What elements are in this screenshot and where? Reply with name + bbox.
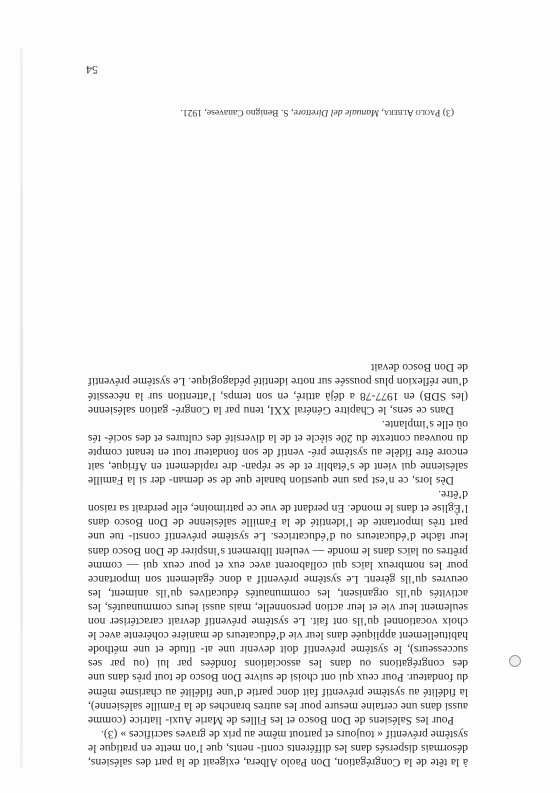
page-number: 54 [86, 63, 98, 77]
text-line: également son importance pour les nombreux laïcs qui collaborent [88, 558, 468, 586]
text-line: les activités qu’ils organisent, les communautés éducatives qu’ils [88, 586, 468, 614]
text-line: fait donc partie d’une fidélité au charisme même du fondateur. [87, 671, 468, 699]
text-line: l’attention sur la nécessité d’une réflexion plus poussée sur notre [88, 375, 468, 403]
footnote-marker: (3) [442, 107, 454, 118]
text-line: ce patrimoine, elle perdrait sa raison d’être. [88, 488, 468, 516]
text-line: (ou par ses successeurs), le système préventif doit devenir une at- [88, 643, 468, 671]
text-line: ventif de son fondateur tout en tenant compte du nouveau [87, 431, 468, 459]
text-line: identité pédagogique. Le système préventif de Don Bosco devait [88, 361, 468, 389]
text-line: der si la Famille salésienne qui vient de s’établir et de se répan- [88, 460, 468, 488]
text-line: dre rapidement en Afrique, sait encore être fidèle au système pré- [88, 445, 468, 474]
text-line: contexte du 20e siècle et de la diversité des cultures et des socié- [104, 431, 411, 445]
text-line: liatrice (comme aussi dans une certaine mesure pour les autres [88, 699, 468, 727]
footnote-rest: , S. Benigno Canavese, 1921. [180, 107, 294, 118]
text-line: leur vie et leur action personnelle, mais aussi leurs communautés, [104, 600, 418, 614]
footnote: (3) Paolo Albera, Manuale del Direttore, S. Benigno Canavese, 1921. [180, 107, 454, 118]
text-line: gation salésienne (les SDB) en 1977-78 a déjà attiré, en son temps, [88, 389, 468, 417]
text-line: ont fait. Le système préventif devrait caractériser non seulement [88, 600, 468, 629]
text-line: part des salésiens, désormais dispersés dans les différents conti- [88, 741, 468, 769]
paragraph [88, 360, 468, 416]
text-line: une des congrégations ou dans les associations fondées par lui [88, 657, 468, 685]
text-line: Pour les Salésiens de Don Bosco et les Filles de Marie Auxi- [165, 713, 454, 727]
paragraph [88, 417, 468, 487]
paragraph [88, 727, 468, 769]
text-line: tâche d’éducateurs ou d’éducatrices. Le système préventif consti- [128, 530, 446, 544]
text-line: d’éducateurs de manière cohérente avec le choix vocationnel qu’ils [88, 615, 468, 643]
text-line: avec eux et pour ceux qui — comme prêtres ou laïcs dans le [88, 544, 468, 572]
text-line: à la tête de la Congrégation, Don Paolo Albera, exigeait de la [176, 756, 468, 769]
text-line: Dès lors, ce n’est pas une question banale que de se deman- [168, 474, 454, 488]
text-line: nents, que l’on mette en pratique le système préventif « toujours et [87, 727, 468, 755]
text-line: partout même au prix de graves sacrifices » (3). [100, 727, 323, 741]
binder-hole-mark [509, 655, 521, 667]
text-line: animent, les oeuvres qu’ils gèrent. Le système préventif a donc [88, 572, 468, 600]
footnote-title: Manuale del Direttore [293, 107, 380, 118]
text-line: titude et une méthode habituellement appliquée dans leur vie [88, 629, 468, 657]
text-line: de Don Bosco dans l’Église et dans le monde. En perdant de vue [88, 502, 468, 530]
body-text [88, 360, 468, 769]
text-line: tue une part très importante de l’identité de la Famille salésienne [88, 516, 468, 544]
text-line: monde — veulent librement s’inspirer de Don Bosco dans leur [88, 530, 468, 558]
paragraph [88, 487, 468, 727]
footnote-author: Paolo Albera [383, 107, 441, 118]
text-line: Dans ce sens, le Chapitre Général XXI, tenu par la Congré- [171, 403, 454, 417]
text-line: branches de la Famille salésienne), la fidélité au système préventif [88, 685, 468, 713]
text-line: tés où elle s’implante. [88, 417, 468, 445]
text-line: Pour ceux qui ont choisi de suivre Don Bosco de tout près dans [107, 671, 404, 685]
